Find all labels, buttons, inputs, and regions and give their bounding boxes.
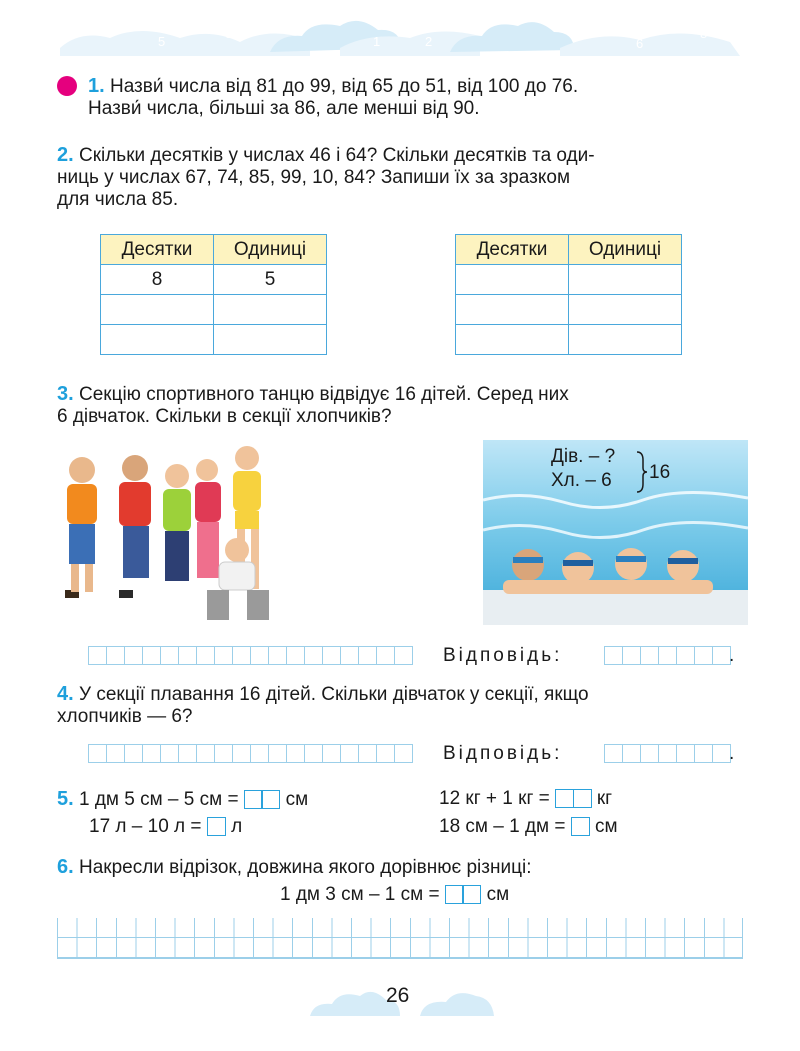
expression: 1 дм 3 см – 1 см =	[280, 884, 440, 905]
solution-cells[interactable]	[89, 744, 413, 763]
tens-units-table-sample	[100, 234, 327, 355]
brace-icon	[635, 450, 649, 494]
answer-period: .	[729, 645, 735, 666]
task-text: Секцію спортивного танцю відвідує 16 дітей. Серед них	[78, 384, 569, 405]
task-number: 4.	[57, 683, 74, 705]
drawing-grid[interactable]	[57, 918, 743, 959]
task-number: 2.	[57, 144, 74, 166]
tens-units-table-empty	[455, 234, 682, 355]
task5-expr-b	[89, 816, 242, 838]
answer-label: Відповідь:	[443, 645, 563, 666]
task4	[57, 683, 757, 728]
short-note-girls: Дів. – ?	[551, 446, 616, 467]
table-cell-empty[interactable]	[101, 325, 214, 355]
task-text: хлопчиків — 6?	[57, 706, 193, 727]
table-cell-empty[interactable]	[569, 325, 682, 355]
page-number: 26	[386, 984, 410, 1007]
answer-label: Відповідь:	[443, 743, 563, 764]
dancing-kids-photo	[57, 440, 357, 630]
table-cell-empty[interactable]	[214, 295, 327, 325]
unit: см	[285, 789, 309, 810]
cloud-digit: 0	[398, 16, 406, 31]
task-text: Скільки десятків у числах 46 і 64? Скільки десятків та оди-	[78, 145, 595, 166]
task5-expr-d	[439, 816, 618, 838]
expression: 1 дм 5 см – 5 см =	[78, 789, 239, 810]
table-cell-empty[interactable]	[101, 295, 214, 325]
unit: см	[486, 884, 510, 905]
pool-photo	[483, 440, 748, 625]
table-cell-empty[interactable]	[456, 325, 569, 355]
task-text: Назви́ числа, більші за 86, але менші від 90.	[88, 98, 480, 119]
solution-cells[interactable]	[89, 646, 413, 665]
answer-box[interactable]	[261, 790, 280, 809]
pool-kids-illustration	[483, 440, 748, 625]
expression: 12 кг + 1 кг =	[439, 788, 550, 809]
cloud-digit: 2	[425, 34, 433, 49]
expression: 17 л – 10 л =	[89, 816, 202, 837]
task-text: ниць у числах 67, 74, 85, 99, 10, 84? Запиши їх за зразком	[57, 167, 571, 188]
table-cell-empty[interactable]	[456, 295, 569, 325]
task5-expr-c	[439, 788, 612, 810]
task-text: У секції плавання 16 дітей. Скільки дівчаток у секції, якщо	[78, 684, 589, 705]
table-header: Одиниці	[569, 235, 682, 265]
cloud-digit: 5	[158, 34, 166, 49]
short-note-boys: Хл. – 6	[551, 470, 612, 491]
task-text: Накресли відрізок, довжина якого дорівнює різниці:	[78, 857, 532, 878]
short-note-total: 16	[649, 462, 671, 483]
unit: кг	[596, 788, 613, 809]
answer-box[interactable]	[244, 790, 263, 809]
table-cell: 8	[101, 265, 214, 295]
answer-box[interactable]	[571, 817, 590, 836]
table-cell: 5	[214, 265, 327, 295]
table-cell-empty[interactable]	[569, 265, 682, 295]
bullet-dot-icon	[57, 76, 77, 96]
unit: см	[595, 816, 618, 837]
cloud-digit: 6	[636, 36, 644, 51]
answer-period: .	[729, 743, 735, 764]
header-clouds	[40, 8, 760, 58]
cloud-digit: 1	[373, 34, 381, 49]
answer-cells[interactable]	[605, 646, 731, 665]
task-number: 1.	[88, 75, 105, 97]
task3	[57, 383, 757, 428]
cloud-digit: 4	[568, 26, 576, 41]
cloud-digit: 3	[225, 26, 233, 41]
answer-box[interactable]	[555, 789, 574, 808]
table-header: Десятки	[456, 235, 569, 265]
table-cell-empty[interactable]	[569, 295, 682, 325]
answer-box[interactable]	[462, 885, 481, 904]
task-number: 5.	[57, 788, 74, 810]
cloud-digit: 7	[110, 22, 118, 37]
task-number: 3.	[57, 383, 74, 405]
answer-box[interactable]	[573, 789, 592, 808]
task5-expr-a	[57, 788, 308, 811]
task-text: Назви́ числа від 81 до 99, від 65 до 51, від 100 до 76.	[109, 76, 579, 97]
answer-cells[interactable]	[605, 744, 731, 763]
answer-box[interactable]	[445, 885, 464, 904]
task6-expr	[280, 884, 509, 906]
table-header: Одиниці	[214, 235, 327, 265]
expression: 18 см – 1 дм =	[439, 816, 566, 837]
task-text: 6 дівчаток. Скільки в секції хлопчиків?	[57, 406, 392, 427]
task-number: 6.	[57, 856, 74, 878]
task-text: для числа 85.	[57, 189, 179, 210]
task1	[88, 75, 758, 120]
table-cell-empty[interactable]	[214, 325, 327, 355]
table-cell-empty[interactable]	[456, 265, 569, 295]
cloud-digit: 8	[700, 26, 708, 41]
task6	[57, 856, 757, 879]
unit: л	[231, 816, 243, 837]
table-header: Десятки	[101, 235, 214, 265]
task2	[57, 144, 757, 211]
answer-box[interactable]	[207, 817, 226, 836]
